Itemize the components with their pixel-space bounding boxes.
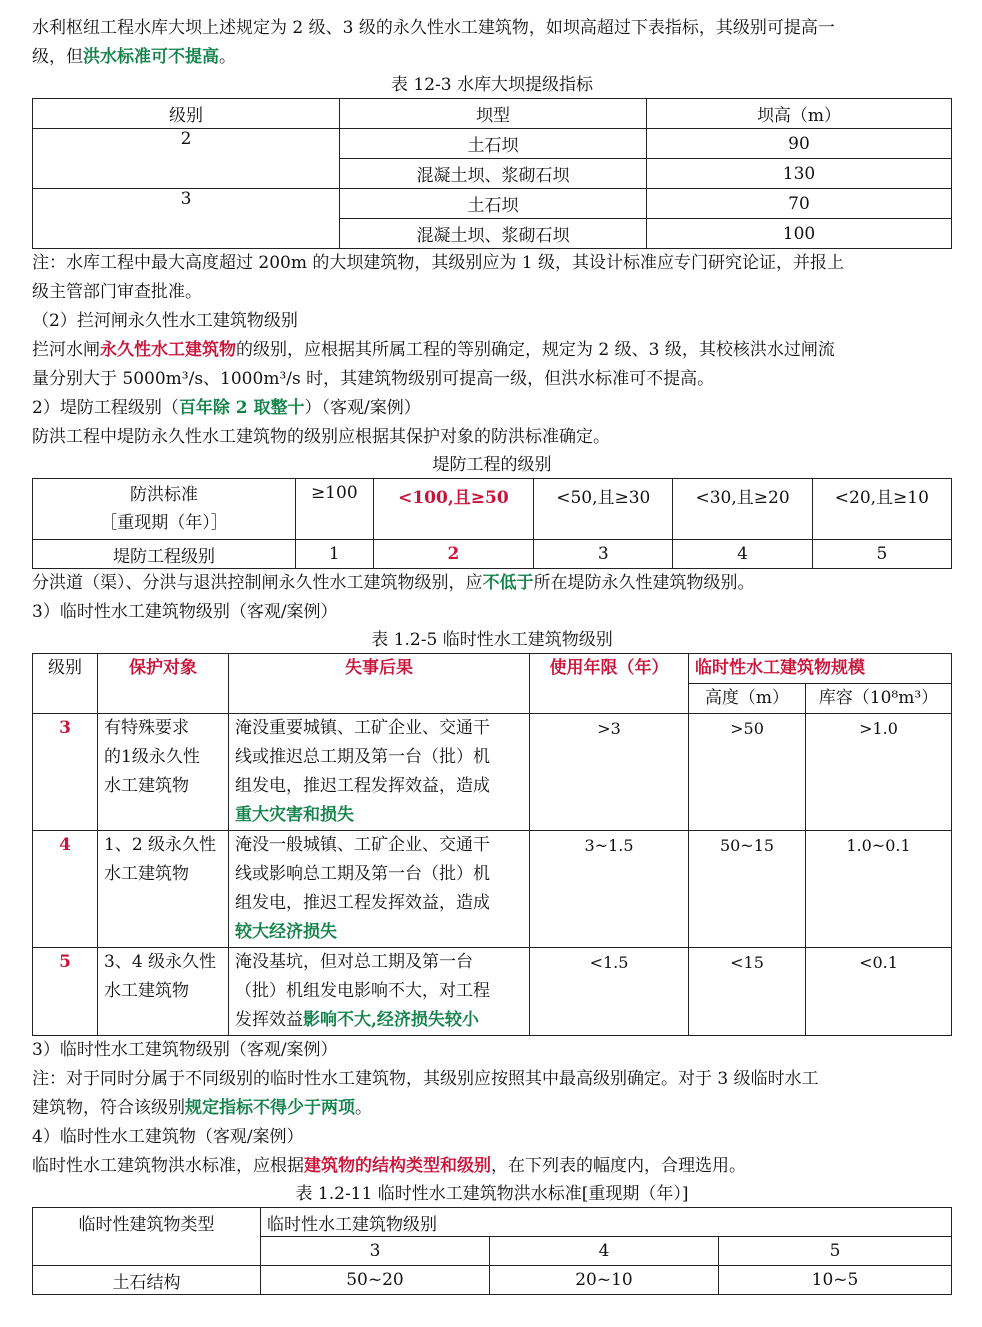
table2-label-standard: 防洪标准 ［重现期（年）］ [33,479,296,540]
table3-header-capacity: 库容（10⁸m³） [806,684,952,714]
note1-line-2: 级主管部门审查批准。 [32,282,202,302]
table3-header-grade: 级别 [33,654,98,714]
highlight-not-lower: 不低于 [482,573,534,593]
temporary-structure-grade-table [32,653,952,1036]
table3-consequence: 淹没重要城镇、工矿企业、交通干 线或推迟总工期及第一台（批）机 组发电，推迟工程发挥效益，造成 重大灾害和损失 [229,714,530,831]
sec5-heading: 3）临时性水工建筑物级别（客观/案例） [32,1040,338,1060]
highlight-permanent-structure: 永久性水工建筑物 [100,340,236,360]
sec2-line-2: 量分别大于 5000m³/s、1000m³/s 时，其建筑物级别可提高一级，但洪水标准可不提高。 [32,369,715,389]
table2-standard: <20,且≥10 [812,479,951,540]
table3-capacity: 1.0~0.1 [806,831,952,948]
sec6-para: 临时性水工建筑物洪水标准，应根据建筑物的结构类型和级别，在下列表的幅度内，合理选用。 [32,1156,746,1176]
table4-value: 50~20 [261,1266,490,1295]
highlight-flood-standard: 洪水标准可不提高 [83,47,219,67]
table-row [33,948,952,1036]
table2-caption: 堤防工程的级别 [432,455,552,475]
table3-years: 3~1.5 [530,831,689,948]
table3-grade: 4 [33,831,98,948]
table2-standard: <100,且≥50 [373,479,534,540]
table4-header-type: 临时性建筑物类型 [33,1208,261,1266]
table2-grade: 1 [296,540,374,569]
table1-header-height: 坝高（m） [647,99,952,129]
sec3-after: 分洪道（渠）、分洪与退洪控制闸永久性水工建筑物级别，应不低于所在堤防永久性建筑物级别。 [32,573,755,593]
table4-grade: 5 [719,1237,952,1266]
table4-grade: 4 [490,1237,719,1266]
table-row [33,714,952,831]
sec2-heading: （2）拦河闸永久性水工建筑物级别 [32,311,298,331]
table1-height: 130 [647,159,952,189]
table3-grade: 3 [33,714,98,831]
table2-label-grade: 堤防工程级别 [33,540,296,569]
table1-type: 土石坝 [340,189,647,219]
table1-height: 90 [647,129,952,159]
table4-grade: 3 [261,1237,490,1266]
table3-header-scale: 临时性水工建筑物规模 [689,654,952,684]
highlight-structure-type: 建筑物的结构类型和级别 [304,1156,491,1176]
table1-height: 100 [647,219,952,249]
table1-grade: 3 [33,189,340,249]
flood-standard-table [32,1207,952,1295]
table1-header-grade: 级别 [33,99,340,129]
sec3-para: 防洪工程中堤防永久性水工建筑物的级别应根据其保护对象的防洪标准确定。 [32,427,610,447]
highlight-two-criteria: 规定指标不得少于两项 [185,1098,355,1118]
highlight-mnemonic: 百年除 2 取整十 [178,398,305,418]
intro-line-2: 级，但洪水标准可不提高。 [32,47,236,67]
table2-grade: 4 [673,540,812,569]
table3-object: 3、4 级永久性 水工建筑物 [98,948,229,1036]
table1-caption: 表 12-3 水库大坝提级指标 [391,75,593,95]
table3-header-height: 高度（m） [689,684,806,714]
table3-capacity: <0.1 [806,948,952,1036]
table3-object: 有特殊要求 的1级永久性 水工建筑物 [98,714,229,831]
table1-grade: 2 [33,129,340,189]
table4-value: 10~5 [719,1266,952,1295]
table3-consequence: 淹没基坑，但对总工期及第一台 （批）机组发电影响不大，对工程 发挥效益影响不大,经济损失较小 [229,948,530,1036]
table2-standard: <30,且≥20 [673,479,812,540]
table3-consequence: 淹没一般城镇、工矿企业、交通干 线或影响总工期及第一台（批）机 组发电，推迟工程发挥效益，造成 较大经济损失 [229,831,530,948]
table1-height: 70 [647,189,952,219]
table2-standard: ≥100 [296,479,374,540]
table3-height: <15 [689,948,806,1036]
table2-grade: 5 [812,540,951,569]
sec2-line-1: 拦河水闸永久性水工建筑物的级别，应根据其所属工程的等别确定，规定为 2 级、3 级，其校核洪水过闸流 [32,340,835,360]
table3-height: 50~15 [689,831,806,948]
levee-grade-table [32,478,952,569]
table3-object: 1、2 级永久性 水工建筑物 [98,831,229,948]
table-row [33,1266,952,1295]
sec5-note-line-2: 建筑物，符合该级别规定指标不得少于两项。 [32,1098,372,1118]
table4-value: 20~10 [490,1266,719,1295]
table4-caption: 表 1.2-11 临时性水工建筑物洪水标准[重现期（年）] [295,1184,689,1204]
table1-header-type: 坝型 [340,99,647,129]
table4-header-grade: 临时性水工建筑物级别 [261,1208,952,1237]
table3-header-object: 保护对象 [98,654,229,714]
table4-row-label: 土石结构 [33,1266,261,1295]
table3-years: >3 [530,714,689,831]
table1-type: 土石坝 [340,129,647,159]
table3-capacity: >1.0 [806,714,952,831]
sec3-heading: 2）堤防工程级别（百年除 2 取整十）（客观/案例） [32,398,421,418]
table1-type: 混凝土坝、浆砌石坝 [340,219,647,249]
table2-standard: <50,且≥30 [534,479,673,540]
table-row [33,831,952,948]
sec6-heading: 4）临时性水工建筑物（客观/案例） [32,1127,304,1147]
dam-upgrade-table [32,98,952,249]
intro-line-1: 水利枢纽工程水库大坝上述规定为 2 级、3 级的永久性水工建筑物，如坝高超过下表指标，其级别可提高一 [32,18,835,38]
table1-type: 混凝土坝、浆砌石坝 [340,159,647,189]
table2-grade: 2 [373,540,534,569]
table3-grade: 5 [33,948,98,1036]
table3-height: >50 [689,714,806,831]
document-page [32,14,952,1295]
note1-line-1: 注：水库工程中最大高度超过 200m 的大坝建筑物，其级别应为 1 级，其设计标准应专门研究论证，并报上 [32,253,844,273]
table3-years: <1.5 [530,948,689,1036]
table3-header-years: 使用年限（年） [530,654,689,714]
sec5-note-line-1: 注：对于同时分属于不同级别的临时性水工建筑物，其级别应按照其中最高级别确定。对于 3 级临时水工 [32,1069,819,1089]
table2-grade: 3 [534,540,673,569]
table3-caption: 表 1.2-5 临时性水工建筑物级别 [371,630,613,650]
sec4-heading: 3）临时性水工建筑物级别（客观/案例） [32,602,338,622]
table3-header-consequence: 失事后果 [229,654,530,714]
